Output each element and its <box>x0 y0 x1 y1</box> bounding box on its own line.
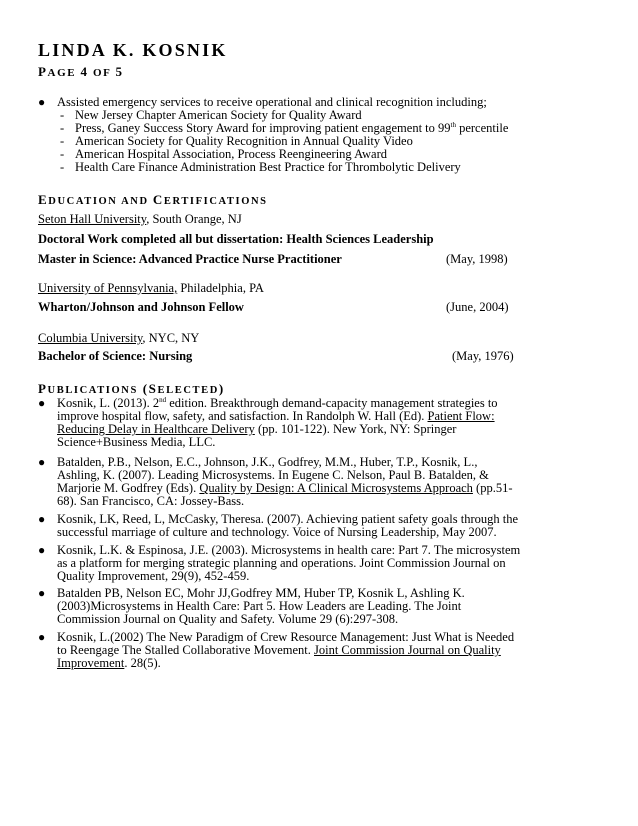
masters-date: (May, 1998) <box>446 252 508 266</box>
resume-name: LINDA K. KOSNIK <box>38 40 228 60</box>
bullet-icon: ● <box>38 95 46 109</box>
publication-line: Batalden, P.B., Nelson, E.C., Johnson, J.K., Godfrey, M.M., Huber, T.P., Kosnik, L., <box>57 455 478 469</box>
publication-line: Kosnik, L.(2002) The New Paradigm of Crew Resource Management: Just What is Needed <box>57 630 515 644</box>
publication-line: Quality Improvement, 29(9), 452-459. <box>57 569 250 583</box>
award-item: American Hospital Association, Process Reengineering Award <box>75 147 387 161</box>
dash-icon: - <box>60 121 65 135</box>
award-item: American Society for Quality Recognition in Annual Quality Video <box>75 134 413 148</box>
publication-line: Kosnik, L.K. & Espinosa, J.E. (2003). Microsystems in health care: Part 7. The microsystem <box>57 543 521 557</box>
publication-line: successful marriage of culture and technology. Voice of Nursing Leadership, May 2007. <box>57 525 497 539</box>
publication-line: Reducing Delay in Healthcare Delivery (pp. 101-122). New York, NY: Springer <box>57 422 457 436</box>
school-name: University of Pennsylvania, <box>38 281 178 295</box>
award-item: Health Care Finance Administration Best Practice for Thrombolytic Delivery <box>75 160 461 174</box>
seton-hall-line: Seton Hall University, South Orange, NJ <box>38 212 242 226</box>
bachelor-degree: Bachelor of Science: Nursing <box>38 349 193 363</box>
publication-line: to Reengage The Stalled Collaborative Movement. Joint Commission Journal on Quality <box>57 643 501 657</box>
publication-line: Kosnik, LK, Reed, L, McCasky, Theresa. (2007). Achieving patient safety goals through the <box>57 512 519 526</box>
bullet-icon: ● <box>38 512 46 526</box>
wharton-fellow: Wharton/Johnson and Johnson Fellow <box>38 300 244 314</box>
school-name: Seton Hall University <box>38 212 147 226</box>
bullet-icon: ● <box>38 543 46 557</box>
dash-icon: - <box>60 147 65 161</box>
education-heading: EDUCATION AND CERTIFICATIONS <box>38 192 268 207</box>
penn-line: University of Pennsylvania, Philadelphia, PA <box>38 281 264 295</box>
bachelor-date: (May, 1976) <box>452 349 514 363</box>
columbia-line: Columbia University, NYC, NY <box>38 331 200 345</box>
publication-line: Kosnik, L. (2013). 2nd edition. Breakthrough demand-capacity management strategies to <box>57 395 498 410</box>
doctoral-line: Doctoral Work completed all but dissertation: Health Sciences Leadership <box>38 232 434 246</box>
publication-line: Commission Journal on Quality and Safety. Volume 29 (6):297-308. <box>57 612 399 626</box>
publication-line: Ashling, K. (2007). Leading Microsystems. In Eugene C. Nelson, Paul B. Batalden, & <box>57 468 489 482</box>
publication-line: Improvement. 28(5). <box>57 656 161 670</box>
school-name: Columbia University <box>38 331 143 345</box>
publication-line: Science+Business Media, LLC. <box>57 435 216 449</box>
bullet-icon: ● <box>38 396 46 410</box>
publications-heading: PUBLICATIONS (SELECTED) <box>38 381 225 396</box>
publication-line: as a platform for merging strategic planning and operations. Joint Commission Journal on <box>57 556 506 570</box>
masters-degree: Master in Science: Advanced Practice Nurse Practitioner <box>38 252 342 266</box>
publication-line: 68). San Francisco, CA: Jossey-Bass. <box>57 494 245 508</box>
award-item: Press, Ganey Success Story Award for improving patient engagement to 99th percentile <box>75 120 509 135</box>
bullet-icon: ● <box>38 586 46 600</box>
intro-bullet-text: Assisted emergency services to receive operational and clinical recognition including; <box>57 95 487 109</box>
dash-icon: - <box>60 160 65 174</box>
bullet-icon: ● <box>38 630 46 644</box>
publication-line: (2003)Microsystems in Health Care: Part 5. How Leaders are Leading. The Joint <box>57 599 462 613</box>
publication-line: Marjorie M. Godfrey (Eds). Quality by Design: A Clinical Microsystems Approach (pp.51- <box>57 481 513 495</box>
bullet-icon: ● <box>38 455 46 469</box>
page-number-label: PAGE 4 OF 5 <box>38 64 124 79</box>
wharton-date: (June, 2004) <box>446 300 509 314</box>
publication-line: improve hospital flow, safety, and satisfaction. In Randolph W. Hall (Ed). Patient Flow: <box>57 409 495 423</box>
dash-icon: - <box>60 108 65 122</box>
dash-icon: - <box>60 134 65 148</box>
publication-line: Batalden PB, Nelson EC, Mohr JJ,Godfrey MM, Huber TP, Kosnik L, Ashling K. <box>57 586 465 600</box>
award-item: New Jersey Chapter American Society for Quality Award <box>75 108 362 122</box>
